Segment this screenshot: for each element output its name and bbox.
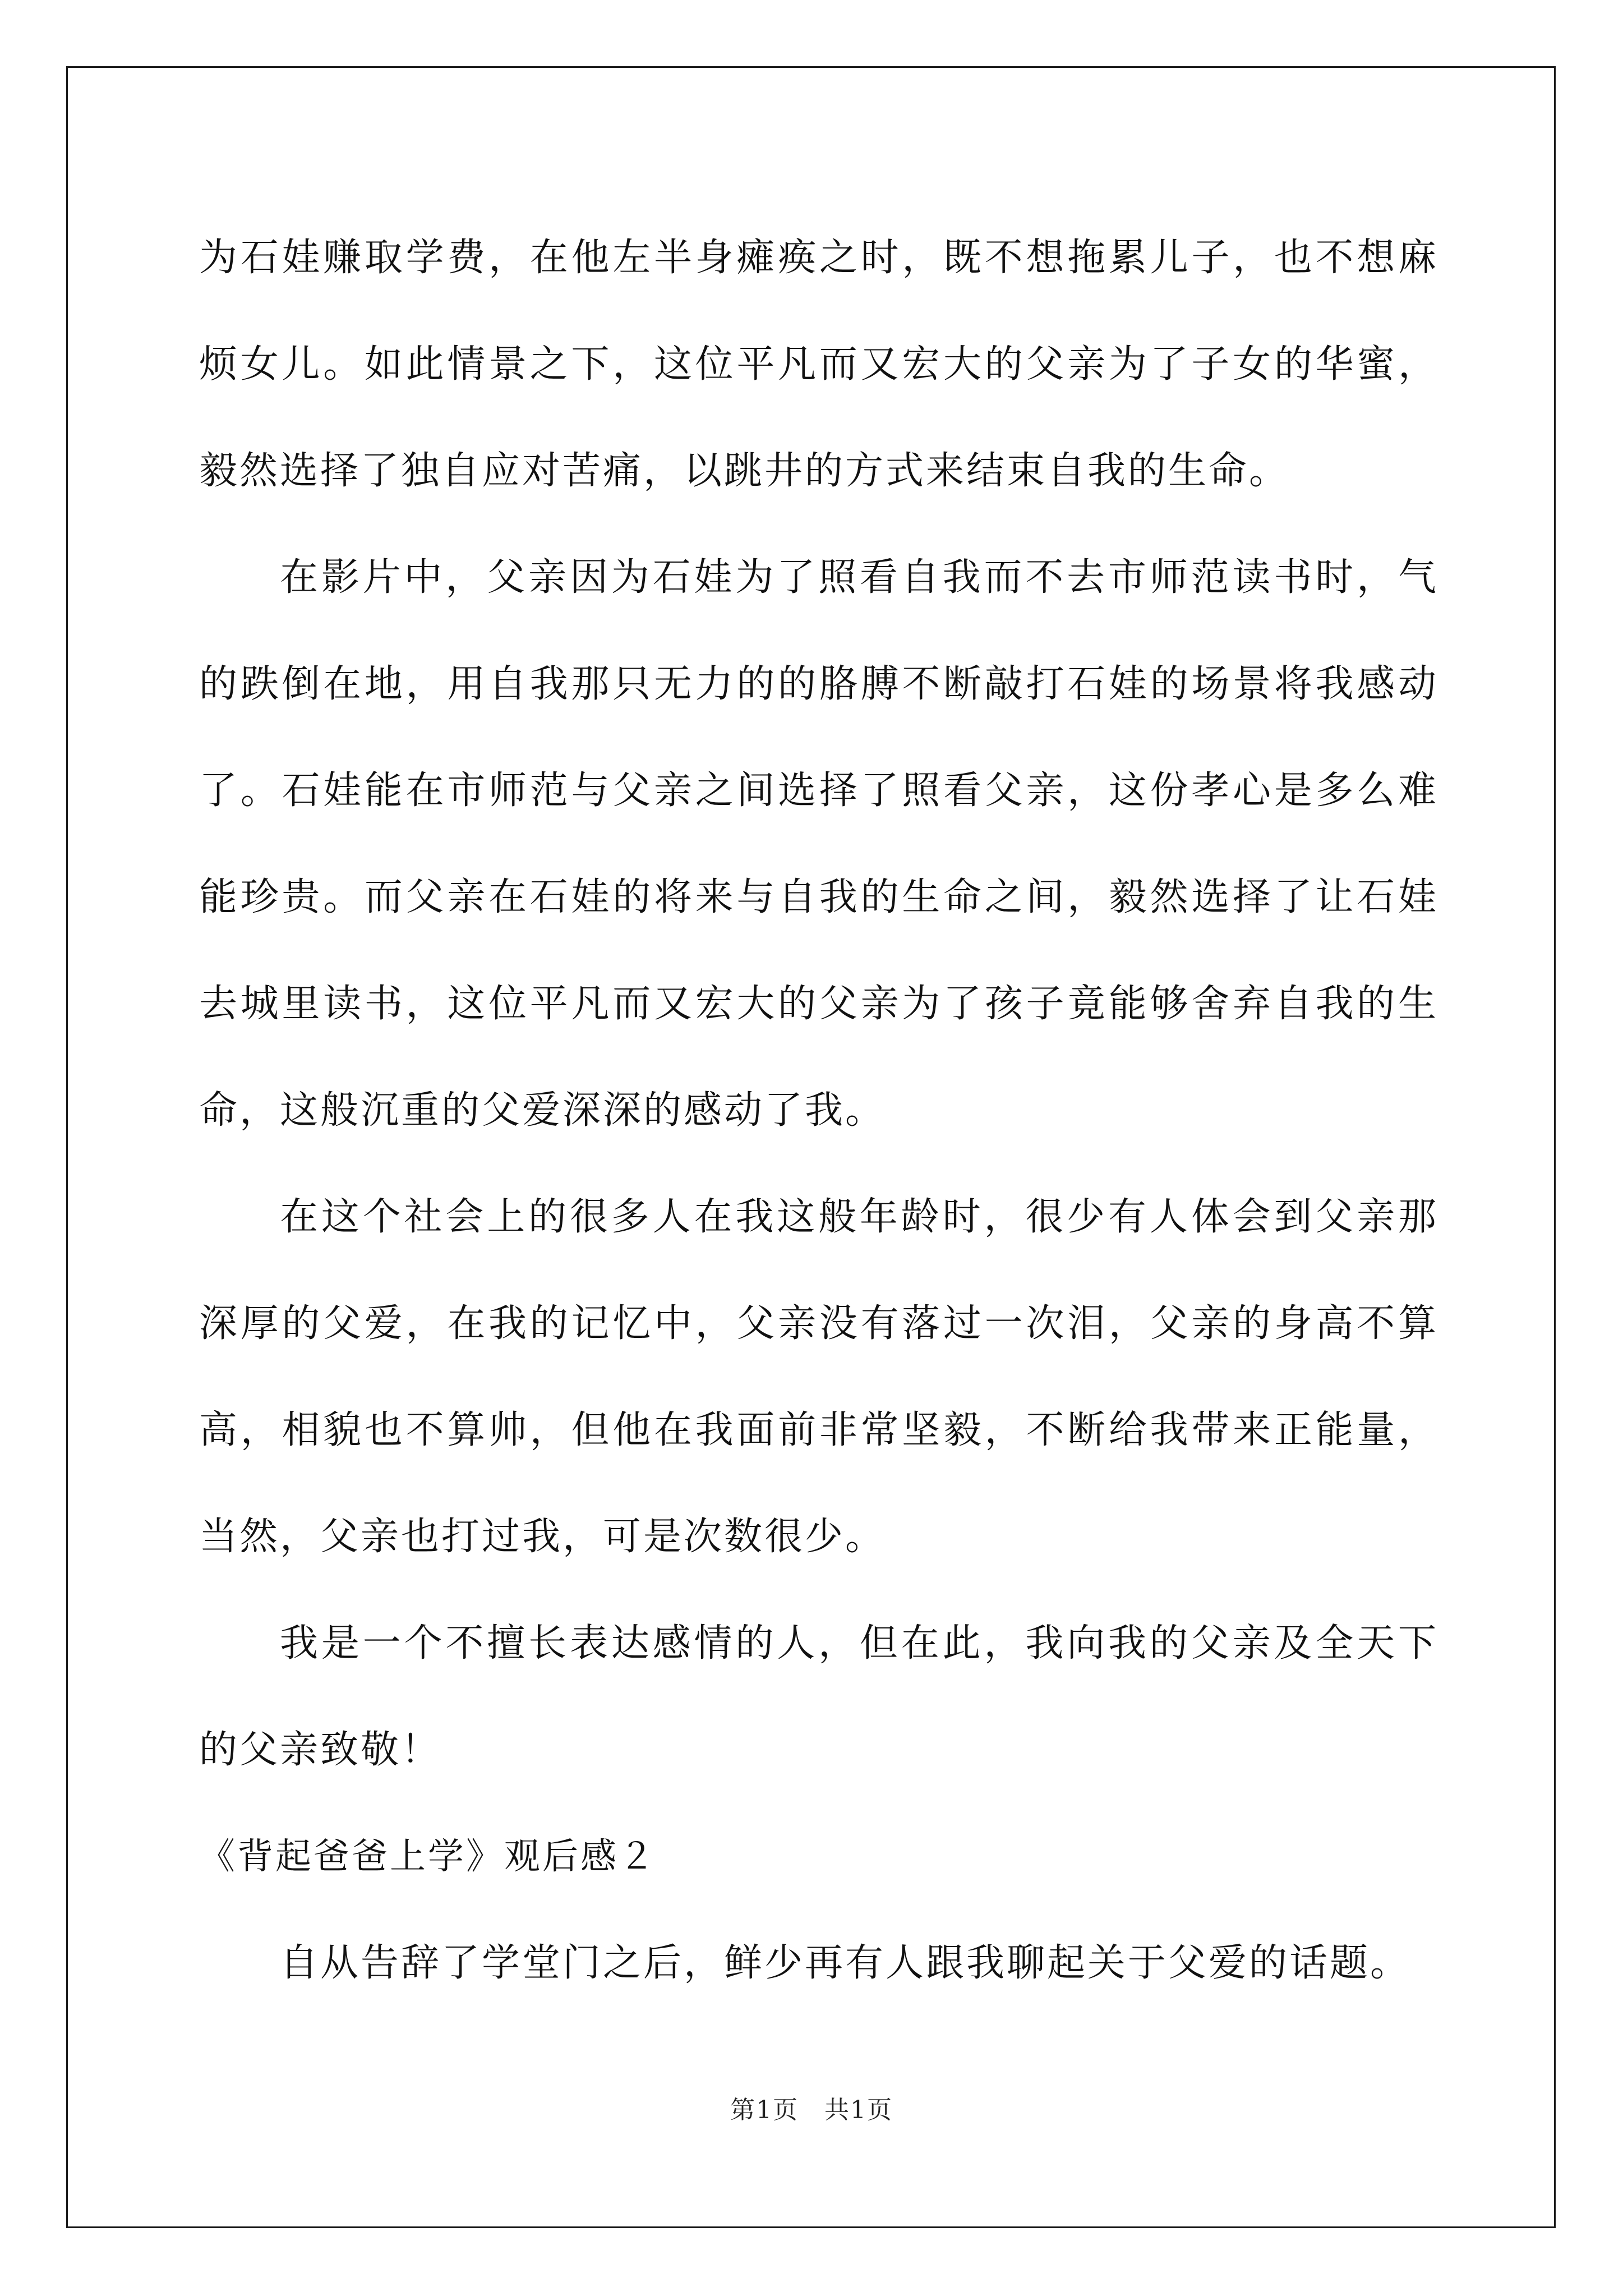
document-body xyxy=(199,205,1438,2017)
paragraph-3: 在这个社会上的很多人在我这般年龄时，很少有人体会到父亲那深厚的父爱，在我的记忆中，父亲没有落过一次泪，父亲的身高不算高，相貌也不算帅，但他在我面前非常坚毅，不断给我带来正能量，当然，父亲也打过我，可是次数很少。 xyxy=(199,1195,1438,1559)
paragraph-2: 在影片中，父亲因为石娃为了照看自我而不去市师范读书时，气的跌倒在地，用自我那只无力的的胳膊不断敲打石娃的场景将我感动了。石娃能在市师范与父亲之间选择了照看父亲，这份孝心是多么难能珍贵。而父亲在石娃的将来与自我的生命之间，毅然选择了让石娃去城里读书，这位平凡而又宏大的父亲为了孩子竟能够舍弃自我的生命，这般沉重的父爱深深的感动了我。 xyxy=(199,555,1438,1133)
paragraph-1: 为石娃赚取学费，在他左半身瘫痪之时，既不想拖累儿子，也不想麻烦女儿。如此情景之下，这位平凡而又宏大的父亲为了子女的华蜜，毅然选择了独自应对苦痛，以跳井的方式来结束自我的生命。 xyxy=(199,236,1438,493)
paragraph-4: 我是一个不擅长表达感情的人，但在此，我向我的父亲及全天下的父亲致敬！ xyxy=(199,1621,1438,1772)
page-footer: 第1页 共1页 xyxy=(730,2096,893,2124)
paragraph-5: 自从告辞了学堂门之后，鲜少再有人跟我聊起关于父爱的话题。 xyxy=(280,1941,1411,1985)
section-heading: 《背起爸爸上学》观后感２ xyxy=(199,1836,657,1878)
